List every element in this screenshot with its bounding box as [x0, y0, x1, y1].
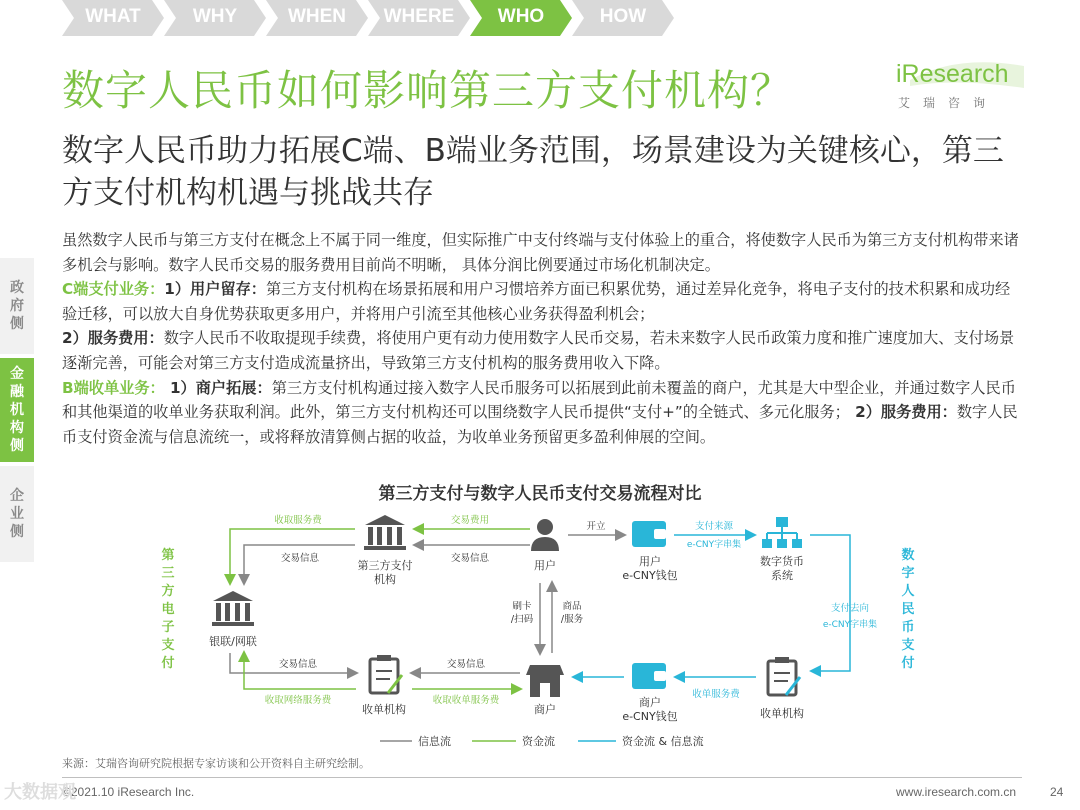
top-nav	[62, 0, 674, 36]
node-acquirer-right: 收单机构	[760, 707, 804, 720]
edge-label: 支付去向	[830, 603, 870, 614]
nav-tab-label: WHY	[192, 6, 238, 27]
page-number: 24	[1050, 785, 1064, 799]
diagram-title: 第三方支付与数字人民币支付交易流程对比	[378, 484, 702, 504]
side-tab-label: 金融机构侧	[10, 366, 24, 454]
edge-label: 支付来源	[694, 521, 734, 532]
edge-label: 商品	[562, 601, 582, 612]
svg-text:支: 支	[161, 638, 175, 653]
c1-text: 第三方支付机构在场景拓展和用户习惯培养方面已积累优势，通过差异化竞争，将电子支付的技术积累和成功经验迁移，可以放大自身优势获取更多用户，并将用户引流至其他核心业务获得盈利机会；	[62, 280, 1011, 323]
svg-text:e-CNY钱包: e-CNY钱包	[622, 710, 678, 723]
svg-text:字: 字	[901, 566, 915, 581]
nav-tab-label: WHEN	[287, 6, 347, 27]
node-user: 用户	[534, 559, 556, 572]
svg-text:方: 方	[161, 584, 175, 599]
b1-label: 1）商户拓展：	[164, 378, 272, 397]
svg-text:e-CNY钱包: e-CNY钱包	[622, 569, 678, 582]
logo-sub: 艾瑞咨询	[898, 96, 999, 110]
nav-tab-what[interactable]	[62, 0, 164, 36]
page-title: 数字人民币如何影响第三方支付机构？	[62, 66, 794, 115]
node-third-party: 第三方支付	[357, 559, 413, 572]
clipboard-icon	[370, 655, 402, 693]
source-note: 来源：艾瑞咨询研究院根据专家访谈和公开资料自主研究绘制。	[62, 757, 370, 770]
svg-text:民: 民	[901, 602, 915, 617]
svg-text:子: 子	[161, 620, 175, 635]
body-text	[62, 228, 1024, 449]
clipboard-icon	[768, 657, 800, 695]
edge-label: 交易费用	[450, 515, 490, 526]
c-paragraph-2	[62, 326, 1024, 375]
nav-tab-who[interactable]	[470, 0, 572, 36]
legend-fund: 资金流	[522, 735, 555, 748]
logo-brand: iResearch	[896, 60, 1009, 88]
nav-tab-how[interactable]	[572, 0, 674, 36]
nav-tab-label: WHERE	[383, 6, 455, 27]
bank-icon	[364, 515, 406, 550]
svg-text:/服务: /服务	[560, 614, 584, 625]
c-label: C端支付业务：	[62, 280, 165, 299]
svg-text:支: 支	[901, 638, 915, 653]
edge-label: 交易信息	[278, 659, 318, 670]
watermark: 大数据观	[4, 782, 76, 803]
c2-text: 数字人民币不收取提现手续费，将使用户更有动力使用数字人民币交易，若未来数字人民币政策力度和推广速度加大、支付场景逐渐完善，可能会对第三方支付造成流量挤出，导致第三方支付机构的服务费用收入下降。	[62, 329, 1015, 372]
edge-label: 收取收单服务费	[432, 695, 500, 706]
b2-text: 数字人民币支付资金流与信息流统一，或将释放清算侧占据的收益，为收单业务预留更多盈利伸展的空间。	[62, 403, 1018, 446]
node-user-wallet: 用户	[639, 555, 661, 568]
wallet-icon	[632, 521, 666, 547]
legend-info: 信息流	[418, 735, 451, 748]
nav-tab-where[interactable]	[368, 0, 470, 36]
edge-label: 收取服务费	[274, 515, 322, 526]
nav-tab-why[interactable]	[164, 0, 266, 36]
c1-label: 1）用户留存：	[164, 280, 266, 299]
side-tab-government[interactable]	[0, 258, 34, 354]
node-acquirer-left: 收单机构	[362, 703, 406, 716]
svg-text:/扫码: /扫码	[510, 614, 534, 625]
edge-label: 收取网络服务费	[264, 695, 332, 706]
side-tab-label: 政府侧	[10, 280, 24, 332]
edge-label: e-CNY字串集	[686, 540, 742, 550]
website: www.iresearch.com.cn	[896, 785, 1017, 799]
side-tab-label: 企业侧	[10, 488, 24, 540]
left-group-label	[161, 547, 174, 671]
nav-tab-label: WHAT	[85, 6, 141, 27]
b2-label: 2）服务费用：	[849, 403, 957, 422]
edge-label: 开立	[586, 521, 606, 532]
legend-both: 资金流 & 信息流	[622, 735, 704, 748]
payment-flow-diagram	[150, 505, 930, 750]
bank-icon	[212, 591, 254, 626]
wallet-icon	[632, 663, 666, 689]
b-label: B端收单业务：	[62, 378, 165, 397]
edge-label: 收单服务费	[692, 689, 740, 700]
svg-text:三: 三	[161, 566, 175, 581]
edge-label: 交易信息	[446, 659, 486, 670]
node-unionpay: 银联/网联	[209, 635, 257, 648]
svg-text:第: 第	[161, 548, 175, 563]
svg-text:币: 币	[901, 620, 915, 635]
edge-label: 交易信息	[450, 553, 490, 564]
copyright: ©2021.10 iResearch Inc.	[62, 785, 195, 799]
right-group-label	[901, 547, 914, 671]
node-dc-system: 数字货币	[760, 555, 804, 568]
side-tab-financial[interactable]	[0, 358, 34, 462]
svg-text:电: 电	[161, 602, 175, 617]
nav-tab-label: WHO	[497, 6, 545, 27]
network-icon	[762, 517, 802, 548]
page-subtitle: 数字人民币助力拓展C端、B端业务范围，场景建设为关键核心，第三方支付机构机遇与挑战共存	[62, 133, 1004, 211]
edge-label: e-CNY字串集	[822, 620, 878, 630]
shop-icon	[526, 665, 564, 697]
node-merchant-wallet: 商户	[639, 696, 661, 709]
svg-text:数: 数	[901, 548, 915, 563]
iresearch-logo	[896, 60, 1028, 116]
svg-text:机构: 机构	[374, 573, 396, 586]
svg-text:付: 付	[161, 656, 175, 671]
c-paragraph-1	[62, 277, 1024, 326]
svg-text:人: 人	[901, 584, 915, 599]
nav-tab-when[interactable]	[266, 0, 368, 36]
svg-text:系统: 系统	[771, 569, 793, 582]
svg-text:付: 付	[901, 656, 915, 671]
intro-paragraph: 虽然数字人民币与第三方支付在概念上不属于同一维度，但实际推广中支付终端与支付体验上的重合，将使数字人民币为第三方支付机构带来诸多机会与影响。数字人民币交易的服务费用目前尚不明晰， 具体分润比例要通过市场化机制决定。	[62, 231, 1019, 274]
edge-label: 交易信息	[280, 553, 320, 564]
nav-tab-label: HOW	[599, 6, 647, 27]
user-icon	[531, 519, 559, 551]
edge-tx-info	[244, 545, 355, 583]
b-paragraph	[62, 376, 1024, 450]
node-merchant: 商户	[534, 703, 556, 716]
c2-label: 2）服务费用：	[62, 329, 164, 348]
footer-divider	[62, 777, 1022, 778]
b1-text: 第三方支付机构通过接入数字人民币服务可以拓展到此前未覆盖的商户，尤其是大中型企业，并通过数字人民币和其他渠道的收单业务获取利润。此外，第三方支付机构还可以围绕数字人民币提供“支付+”的全链式、多元化服务；	[62, 378, 1016, 422]
edge-label: 刷卡	[512, 601, 532, 612]
